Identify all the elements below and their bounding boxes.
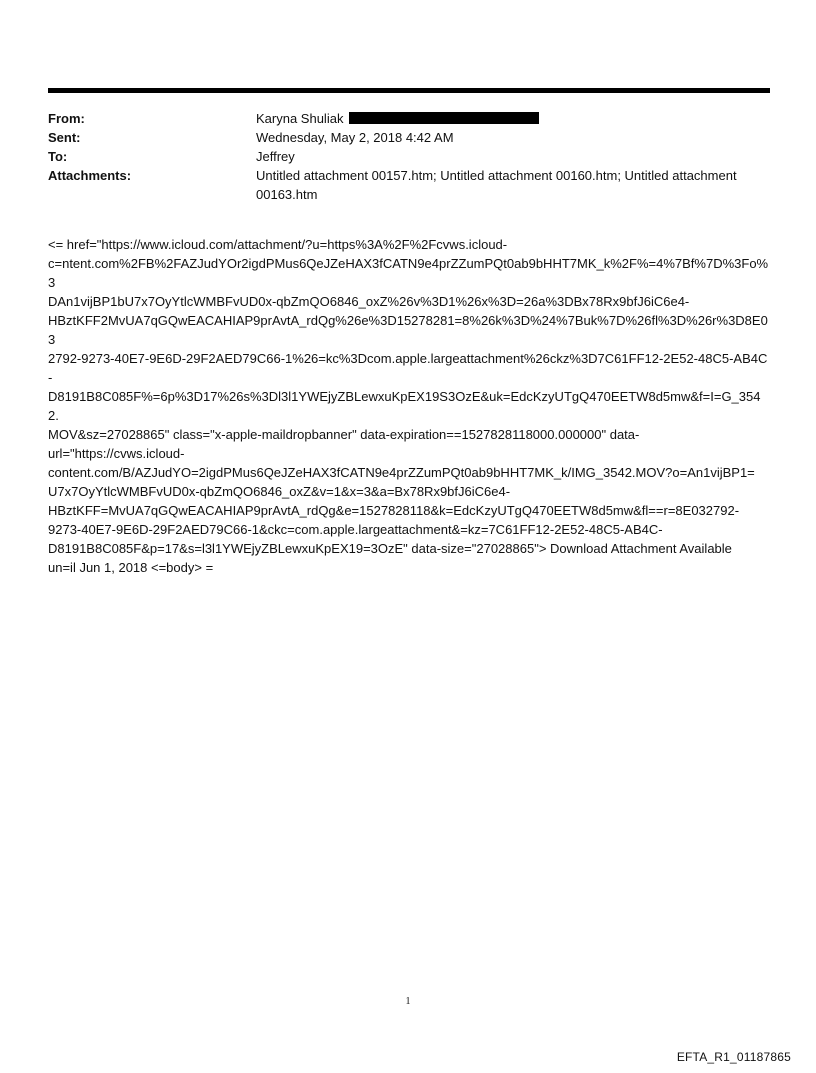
email-body: <= href="https://www.icloud.com/attachment/?u=https%3A%2F%2Fcvws.icloud- c=ntent.com%2FB%2FAZJudYOr2igdPMus6QeJZeHAX3fCATN9e4prZZumPQt0ab9bHHT7MK_k%2F%=4%7Bf%7D%3Fo%3 DAn1vijBP1bU7x7OyYtlcWMBFvUD0x-qbZmQO6846_oxZ%26v%3D1%26x%3D=26a%3DBx78Rx9bfJ6iC6e4- HBztKFF2MvUA7qGQwEACAHIAP9prAvtA_rdQg%26e%3D15278281=8%26k%3D%24%7Buk%7D%26fl%3D%26r%3D8E03 2792-9273-40E7-9E6D-29F2AED79C66-1%26=kc%3Dcom.apple.largeattachment%26ckz%3D7C61FF12-2E52-48C5-AB4C- D8191B8C085F%=6p%3D17%26s%3Dl3l1YWEjyZBLewxuKpEX19S3OzE&uk=EdcKzyUTgQ470EETW8d5mw&f=I=G_3542. MOV&sz=27028865" class="x-apple-maildropbanner" data-expiration==1527828118000.000000" data- url="https://cvws.icloud- content.com/B/AZJudYO=2igdPMus6QeJZeHAX3fCATN9e4prZZumPQt0ab9bHHT7MK_k/IMG_3542.MOV?o=An1vijBP1= U7x7OyYtlcWMBFvUD0x-qbZmQO6846_oxZ&v=1&x=3&a=Bx78Rx9bfJ6iC6e4- HBztKFF=MvUA7qGQwEACAHIAP9prAvtA_rdQg&e=1527828118&k=EdcKzyUTgQ470EETW8d5mw&fl==r=8E032792- 9273-40E7-9E6D-29F2AED79C66-1&ckc=com.apple.largeattachment&=kz=7C61FF12-2E52-48C5-AB4C- D8191B8C085F&p=17&s=l3l1YWEjyZBLewxuKpEX19=3OzE" data-size="27028865"> Download Attachment Available un=il Jun 1, 2018 <=body> = (48, 237, 769, 575)
sent-label: Sent: (48, 130, 81, 145)
email-header (48, 109, 770, 204)
sent-row (48, 128, 770, 147)
from-label: From: (48, 111, 85, 126)
page-number: 1 (405, 996, 411, 1007)
sent-value: Wednesday, May 2, 2018 4:42 AM (256, 130, 454, 145)
attachments-label: Attachments: (48, 168, 132, 183)
from-value: Karyna Shuliak (256, 111, 344, 126)
attachments-row (48, 166, 770, 204)
from-row (48, 109, 770, 128)
attachments-value: Untitled attachment 00157.htm; Untitled attachment 00160.htm; Untitled attachment 00163.htm (256, 168, 737, 202)
redaction-bar (349, 112, 539, 124)
to-label: To: (48, 149, 68, 164)
header-divider (48, 88, 770, 93)
from-value-container (256, 109, 770, 128)
document-id: EFTA_R1_01187865 (676, 1050, 791, 1064)
to-value: Jeffrey (256, 149, 295, 164)
to-row (48, 147, 770, 166)
